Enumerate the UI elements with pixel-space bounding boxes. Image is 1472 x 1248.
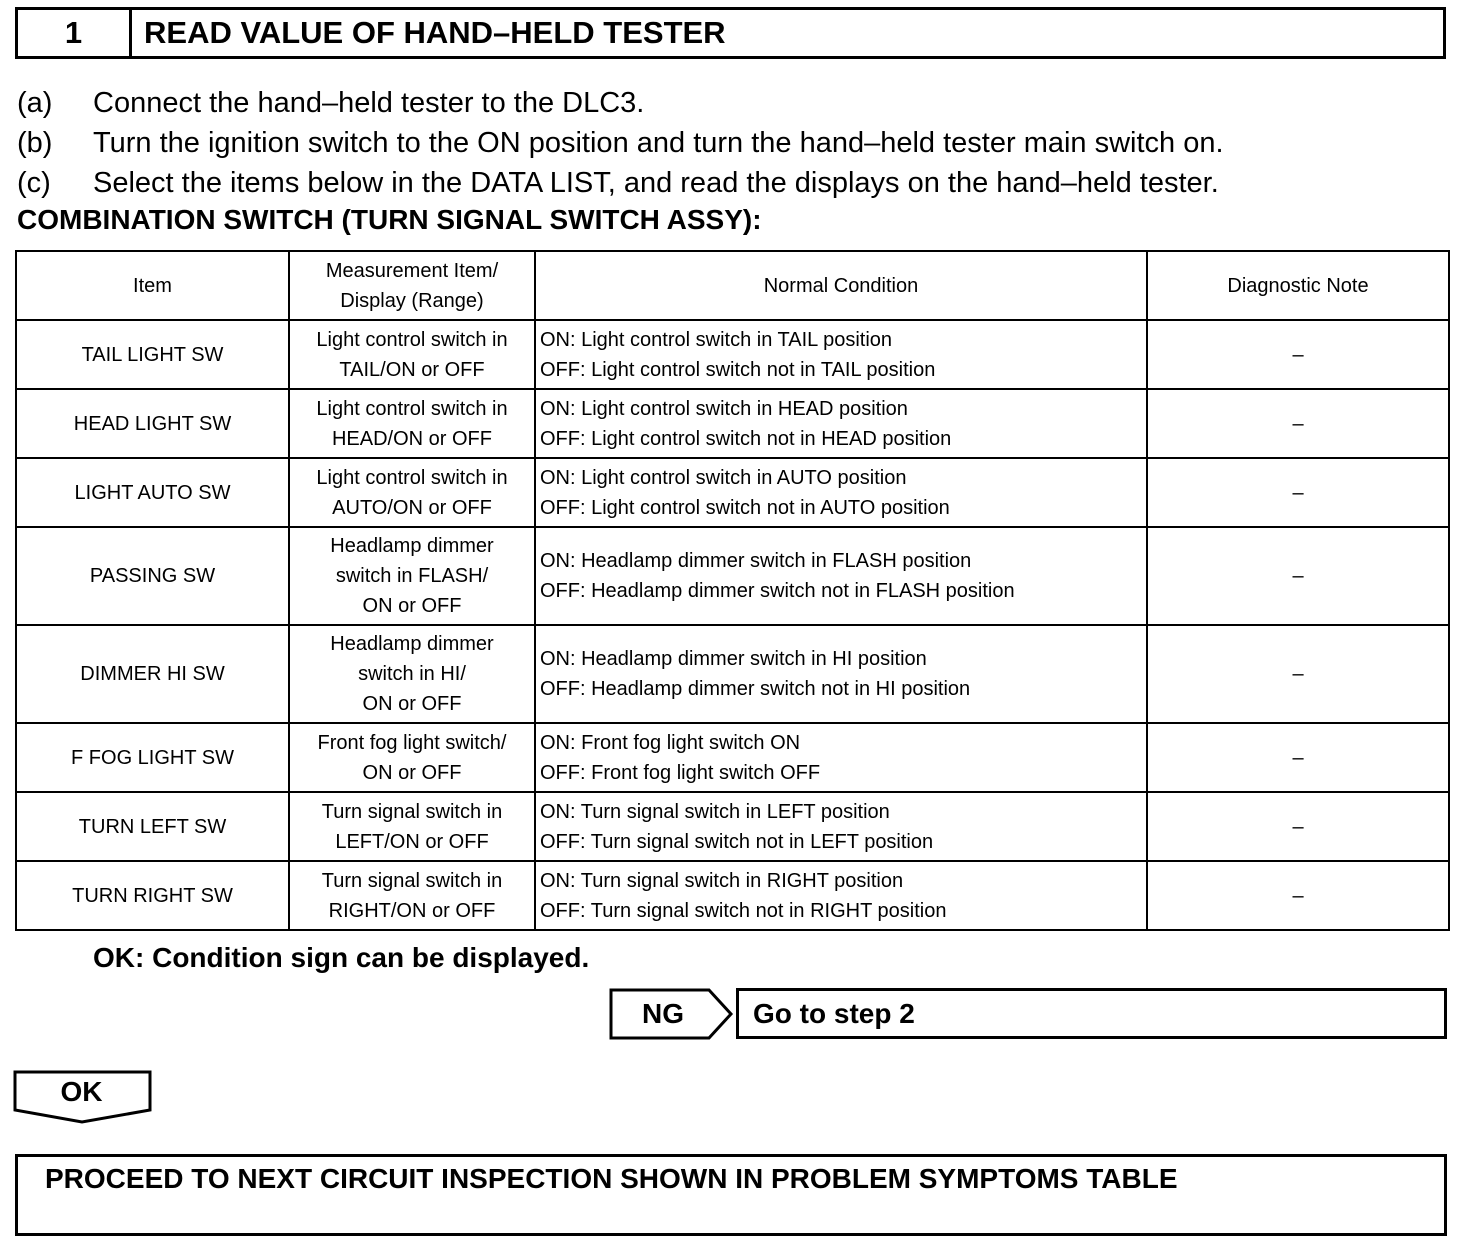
cell-measurement: Light control switch in HEAD/ON or OFF bbox=[289, 389, 535, 458]
cell-normal-condition bbox=[535, 320, 1147, 389]
header-diagnostic-note: Diagnostic Note bbox=[1147, 251, 1449, 320]
condition-off: OFF: Headlamp dimmer switch not in FLASH position bbox=[540, 580, 1015, 602]
condition-off: OFF: Light control switch not in HEAD position bbox=[540, 427, 952, 450]
condition-off: OFF: Light control switch not in AUTO position bbox=[540, 496, 950, 519]
instruction-text: Connect the hand–held tester to the DLC3. bbox=[93, 87, 645, 119]
cell-normal-condition bbox=[535, 389, 1147, 458]
ng-label: NG bbox=[642, 998, 684, 1029]
instruction-c bbox=[17, 166, 1219, 200]
cell-item: TURN RIGHT SW bbox=[16, 861, 289, 930]
cell-normal-condition bbox=[535, 861, 1147, 930]
condition-on: ON: Light control switch in HEAD position bbox=[540, 397, 908, 420]
condition-off: OFF: Headlamp dimmer switch not in HI position bbox=[540, 678, 971, 700]
condition-off: OFF: Front fog light switch OFF bbox=[540, 761, 821, 784]
condition-off: OFF: Turn signal switch not in RIGHT position bbox=[540, 899, 947, 922]
table-header-row bbox=[16, 251, 1449, 320]
cell-note: – bbox=[1147, 625, 1449, 723]
condition-on: ON: Front fog light switch ON bbox=[540, 731, 801, 754]
instruction-letter: (a) bbox=[17, 87, 53, 119]
cell-item: PASSING SW bbox=[16, 527, 289, 625]
header-normal-condition: Normal Condition bbox=[535, 251, 1147, 320]
cell-normal-condition bbox=[535, 723, 1147, 792]
instruction-b bbox=[17, 126, 1224, 160]
ok-label: OK bbox=[60, 1076, 103, 1107]
cell-measurement: Light control switch in TAIL/ON or OFF bbox=[289, 320, 535, 389]
table-row bbox=[16, 792, 1449, 861]
proceed-box: PROCEED TO NEXT CIRCUIT INSPECTION SHOWN IN PROBLEM SYMPTOMS TABLE bbox=[15, 1154, 1447, 1236]
header-measurement: Measurement Item/ Display (Range) bbox=[289, 251, 535, 320]
table-row bbox=[16, 527, 1449, 625]
cell-item: DIMMER HI SW bbox=[16, 625, 289, 723]
cell-note: – bbox=[1147, 389, 1449, 458]
cell-note: – bbox=[1147, 723, 1449, 792]
cell-item: LIGHT AUTO SW bbox=[16, 458, 289, 527]
instruction-a bbox=[17, 86, 644, 120]
cell-item: F FOG LIGHT SW bbox=[16, 723, 289, 792]
cell-measurement: Turn signal switch in LEFT/ON or OFF bbox=[289, 792, 535, 861]
cell-item: TAIL LIGHT SW bbox=[16, 320, 289, 389]
cell-measurement: Headlamp dimmer switch in HI/ ON or OFF bbox=[289, 625, 535, 723]
step-header bbox=[15, 7, 1446, 59]
go-to-step-box: Go to step 2 bbox=[736, 988, 1447, 1039]
cell-measurement: Light control switch in AUTO/ON or OFF bbox=[289, 458, 535, 527]
ok-condition: OK: Condition sign can be displayed. bbox=[93, 942, 590, 973]
condition-off: OFF: Turn signal switch not in LEFT position bbox=[540, 830, 934, 853]
condition-on: ON: Light control switch in AUTO position bbox=[540, 466, 907, 489]
condition-off: OFF: Light control switch not in TAIL position bbox=[540, 358, 936, 381]
condition-on: ON: Headlamp dimmer switch in FLASH position bbox=[540, 550, 972, 572]
data-list-table bbox=[15, 250, 1450, 931]
cell-item: HEAD LIGHT SW bbox=[16, 389, 289, 458]
step-title: READ VALUE OF HAND–HELD TESTER bbox=[144, 15, 726, 50]
instruction-text: Turn the ignition switch to the ON position and turn the hand–held tester main switch on. bbox=[93, 127, 1224, 159]
cell-normal-condition bbox=[535, 527, 1147, 625]
cell-note: – bbox=[1147, 320, 1449, 389]
cell-normal-condition bbox=[535, 625, 1147, 723]
cell-measurement: Headlamp dimmer switch in FLASH/ ON or OFF bbox=[289, 527, 535, 625]
instruction-letter: (b) bbox=[17, 127, 53, 159]
header-item: Item bbox=[16, 251, 289, 320]
table-row bbox=[16, 320, 1449, 389]
condition-on: ON: Headlamp dimmer switch in HI position bbox=[540, 648, 927, 670]
table-row bbox=[16, 389, 1449, 458]
cell-note: – bbox=[1147, 527, 1449, 625]
cell-note: – bbox=[1147, 861, 1449, 930]
instruction-text: Select the items below in the DATA LIST, and read the displays on the hand–held tester. bbox=[93, 167, 1219, 199]
instruction-letter: (c) bbox=[17, 167, 51, 199]
condition-on: ON: Turn signal switch in RIGHT position bbox=[540, 869, 904, 892]
cell-normal-condition bbox=[535, 792, 1147, 861]
table-row bbox=[16, 458, 1449, 527]
table-row bbox=[16, 723, 1449, 792]
condition-on: ON: Light control switch in TAIL position bbox=[540, 328, 893, 351]
table-row bbox=[16, 861, 1449, 930]
section-subheading: COMBINATION SWITCH (TURN SIGNAL SWITCH ASSY): bbox=[17, 204, 762, 235]
cell-measurement: Front fog light switch/ ON or OFF bbox=[289, 723, 535, 792]
condition-on: ON: Turn signal switch in LEFT position bbox=[540, 800, 890, 823]
cell-item: TURN LEFT SW bbox=[16, 792, 289, 861]
table-row bbox=[16, 625, 1449, 723]
cell-normal-condition bbox=[535, 458, 1147, 527]
cell-note: – bbox=[1147, 458, 1449, 527]
cell-measurement: Turn signal switch in RIGHT/ON or OFF bbox=[289, 861, 535, 930]
step-number: 1 bbox=[18, 10, 132, 56]
cell-note: – bbox=[1147, 792, 1449, 861]
